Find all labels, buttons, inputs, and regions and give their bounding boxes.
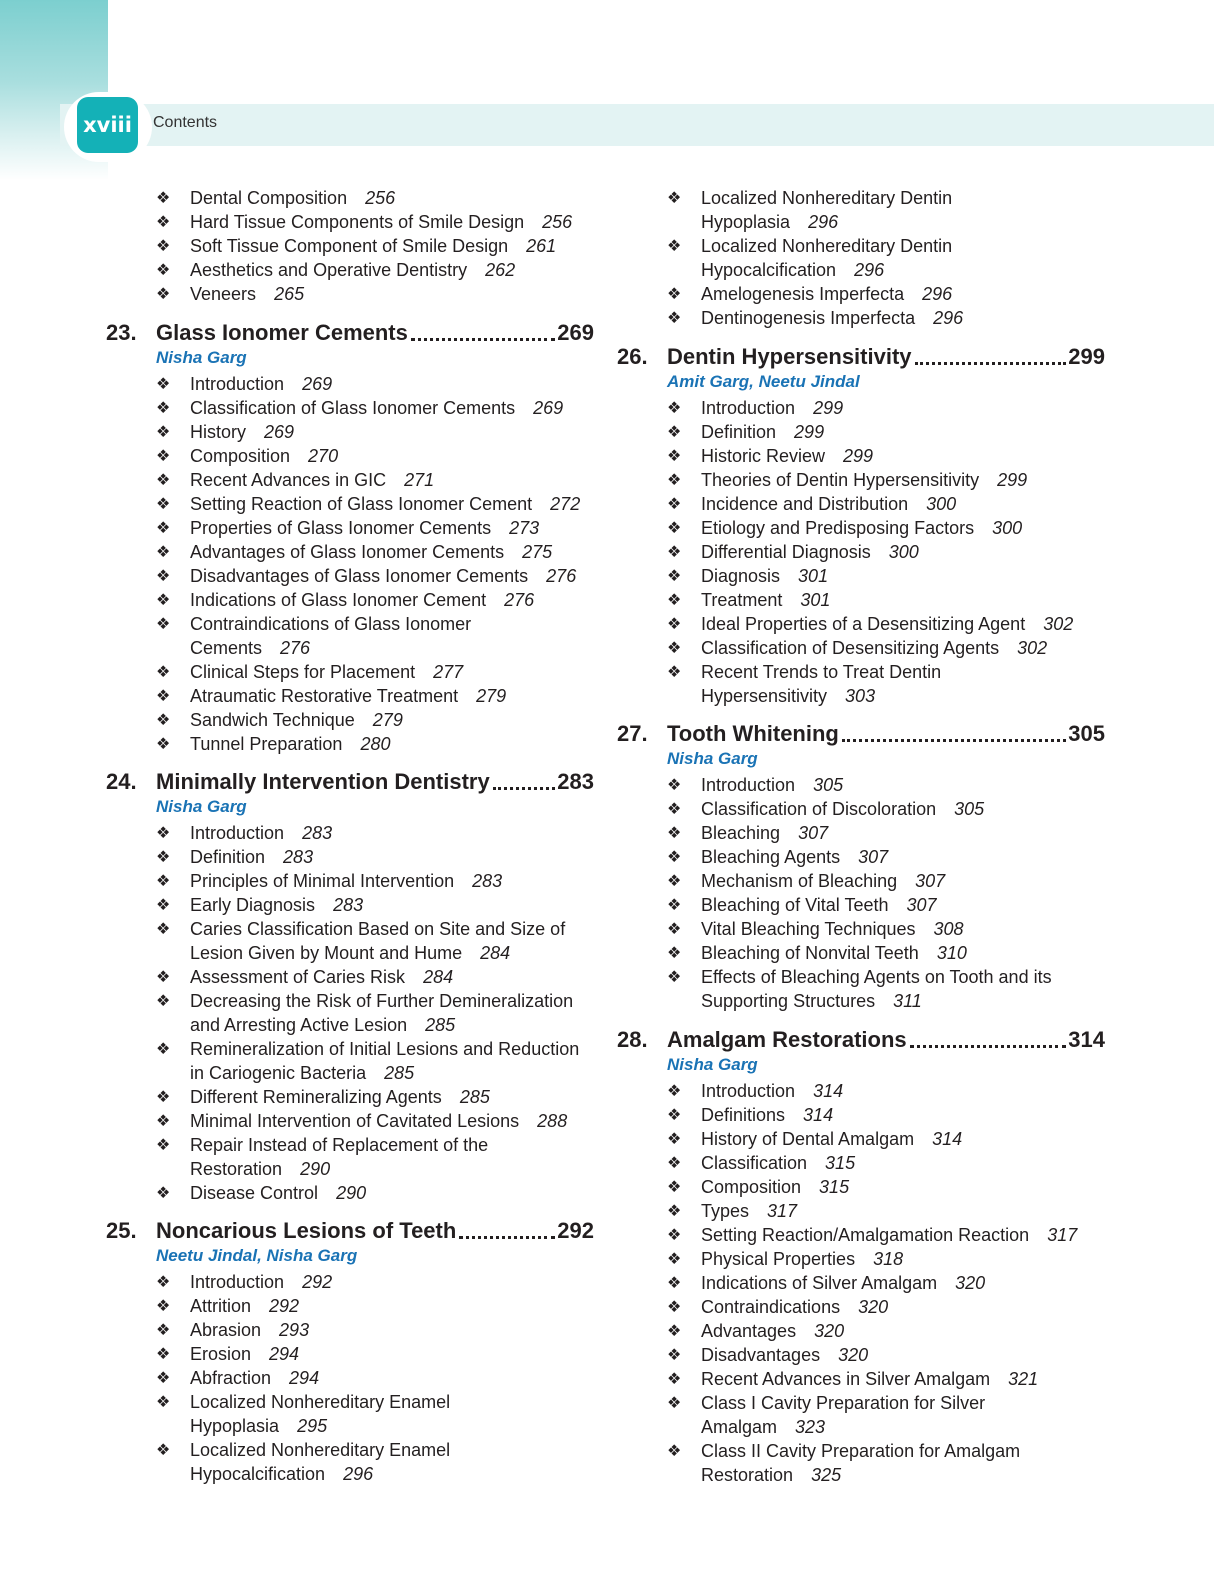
entry-title: Classification 315	[701, 1153, 856, 1173]
entry-title: Mechanism of Bleaching 307	[701, 871, 946, 891]
entry-title: Classification of Glass Ionomer Cements 269	[190, 398, 564, 418]
entry-title: Recent Advances in Silver Amalgam 321	[701, 1369, 1039, 1389]
entry-page: 295	[297, 1416, 328, 1436]
entry-page: 323	[795, 1417, 826, 1437]
entry-page: 315	[819, 1177, 850, 1197]
bullet-icon: ❖	[667, 871, 682, 890]
chapter-title: Minimally Intervention Dentistry	[156, 769, 490, 794]
bullet-icon: ❖	[156, 422, 171, 441]
entry-page: 314	[813, 1081, 844, 1101]
bullet-icon: ❖	[667, 967, 682, 986]
entry-title: Composition 315	[701, 1177, 850, 1197]
entry-title: History 269	[190, 422, 295, 442]
bullet-icon: ❖	[156, 1440, 171, 1459]
chapter-heading	[617, 720, 1105, 748]
chapter-title: Dentin Hypersensitivity	[667, 344, 912, 369]
entry-title: Hypersensitivity 303	[701, 686, 876, 706]
chapter-title: Noncarious Lesions of Teeth	[156, 1218, 457, 1243]
entry-title: Hypoplasia 296	[701, 212, 839, 232]
bullet-icon: ❖	[156, 919, 171, 938]
bullet-icon: ❖	[667, 775, 682, 794]
entry-page: 271	[404, 470, 435, 490]
entry-title: Bleaching of Vital Teeth 307	[701, 895, 937, 915]
entry-title: Disease Control 290	[190, 1183, 367, 1203]
entry-page: 321	[1008, 1369, 1039, 1389]
entry-page: 315	[825, 1153, 856, 1173]
bullet-icon: ❖	[667, 1225, 682, 1244]
entry-page: 299	[997, 470, 1028, 490]
entry-page: 290	[336, 1183, 367, 1203]
bullet-icon: ❖	[156, 518, 171, 537]
entry-page: 285	[384, 1063, 415, 1083]
entry-title: Supporting Structures 311	[701, 991, 922, 1011]
entry-title: Hypocalcification 296	[190, 1464, 374, 1484]
entry-page: 261	[526, 236, 557, 256]
entry-page: 305	[954, 799, 985, 819]
entry-title: Dental Composition 256	[190, 188, 396, 208]
entry-page: 283	[333, 895, 364, 915]
entry-title: Aesthetics and Operative Dentistry 262	[190, 260, 516, 280]
entry-title: Classification of Desensitizing Agents 302	[701, 638, 1048, 658]
bullet-icon: ❖	[156, 188, 171, 207]
entry-title: Veneers 265	[190, 284, 305, 304]
bullet-icon: ❖	[156, 734, 171, 753]
entry-title: Caries Classification Based on Site and Size of	[190, 919, 566, 939]
bullet-icon: ❖	[667, 943, 682, 962]
bullet-icon: ❖	[156, 1183, 171, 1202]
chapter-authors: Neetu Jindal, Nisha Garg	[156, 1246, 358, 1265]
entry-title: Abfraction 294	[190, 1368, 320, 1388]
bullet-icon: ❖	[156, 1320, 171, 1339]
bullet-icon: ❖	[156, 1392, 171, 1411]
entry-page: 299	[813, 398, 844, 418]
chapter-title: Tooth Whitening	[667, 721, 839, 746]
chapter-authors: Nisha Garg	[156, 348, 247, 367]
entry-page: 325	[811, 1465, 842, 1485]
entry-page: 300	[888, 542, 919, 562]
chapter-title: Amalgam Restorations	[667, 1027, 907, 1052]
bullet-icon: ❖	[667, 1393, 682, 1412]
bullet-icon: ❖	[667, 446, 682, 465]
entry-page: 273	[509, 518, 540, 538]
entry-title: Definition 283	[190, 847, 314, 867]
entry-title: Different Remineralizing Agents 285	[190, 1087, 490, 1107]
bullet-icon: ❖	[667, 1321, 682, 1340]
bullet-icon: ❖	[156, 871, 171, 890]
entry-title: Indications of Silver Amalgam 320	[701, 1273, 986, 1293]
bullet-icon: ❖	[156, 686, 171, 705]
chapter-authors: Nisha Garg	[156, 797, 247, 816]
header-band	[60, 104, 1214, 146]
entry-page: 292	[302, 1272, 333, 1292]
entry-page: 299	[843, 446, 874, 466]
bullet-icon: ❖	[156, 1135, 171, 1154]
entry-page: 283	[302, 823, 333, 843]
entry-page: 280	[360, 734, 391, 754]
bullet-icon: ❖	[156, 614, 171, 633]
entry-page: 320	[814, 1321, 845, 1341]
running-title: Contents	[153, 114, 218, 131]
bullet-icon: ❖	[667, 1081, 682, 1100]
entry-title: Principles of Minimal Intervention 283	[190, 871, 503, 891]
entry-page: 296	[854, 260, 885, 280]
chapter-heading	[106, 1217, 594, 1245]
entry-page: 294	[269, 1344, 300, 1364]
entry-page: 314	[803, 1105, 834, 1125]
bullet-icon: ❖	[667, 1177, 682, 1196]
entry-title: Introduction 305	[701, 775, 844, 795]
entry-title: Erosion 294	[190, 1344, 300, 1364]
bullet-icon: ❖	[156, 895, 171, 914]
bullet-icon: ❖	[156, 1344, 171, 1363]
entry-title: Classification of Discoloration 305	[701, 799, 985, 819]
bullet-icon: ❖	[667, 614, 682, 633]
entry-page: 296	[933, 308, 964, 328]
entry-title: Amalgam 323	[701, 1417, 826, 1437]
entry-title: Localized Nonhereditary Dentin	[701, 188, 953, 208]
chapter-heading	[617, 1026, 1105, 1054]
entry-title: Bleaching Agents 307	[701, 847, 889, 867]
entry-title: Recent Trends to Treat Dentin	[701, 662, 942, 682]
chapter-number: 23.	[106, 320, 137, 345]
entry-title: Theories of Dentin Hypersensitivity 299	[701, 470, 1028, 490]
entry-title: Abrasion 293	[190, 1320, 310, 1340]
entry-page: 302	[1017, 638, 1048, 658]
bullet-icon: ❖	[667, 1273, 682, 1292]
entry-title: Contraindications of Glass Ionomer	[190, 614, 472, 634]
entry-page: 276	[280, 638, 311, 658]
entry-page: 296	[922, 284, 953, 304]
chapter-number: 27.	[617, 721, 648, 746]
entry-page: 265	[274, 284, 305, 304]
entry-title: Setting Reaction of Glass Ionomer Cement 272	[190, 494, 581, 514]
entry-title: Treatment 301	[701, 590, 831, 610]
entry-title: and Arresting Active Lesion 285	[190, 1015, 456, 1035]
entry-page: 300	[992, 518, 1023, 538]
entry-title: Cements 276	[190, 638, 311, 658]
entry-page: 293	[279, 1320, 310, 1340]
entry-title: Attrition 292	[190, 1296, 300, 1316]
bullet-icon: ❖	[667, 398, 682, 417]
entry-title: Assessment of Caries Risk 284	[190, 967, 454, 987]
entry-page: 269	[264, 422, 295, 442]
bullet-icon: ❖	[156, 236, 171, 255]
entry-page: 301	[798, 566, 829, 586]
entry-title: Introduction 269	[190, 374, 333, 394]
bullet-icon: ❖	[667, 542, 682, 561]
bullet-icon: ❖	[667, 1153, 682, 1172]
bullet-icon: ❖	[667, 284, 682, 303]
entry-title: Introduction 283	[190, 823, 333, 843]
bullet-icon: ❖	[156, 823, 171, 842]
entry-page: 270	[308, 446, 339, 466]
bullet-icon: ❖	[156, 542, 171, 561]
entry-title: Types 317	[701, 1201, 798, 1221]
bullet-icon: ❖	[667, 847, 682, 866]
entry-page: 276	[546, 566, 577, 586]
bullet-icon: ❖	[156, 967, 171, 986]
entry-page: 318	[873, 1249, 904, 1269]
entry-title: Vital Bleaching Techniques 308	[701, 919, 964, 939]
entry-title: in Cariogenic Bacteria 285	[190, 1063, 415, 1083]
chapter-heading	[617, 343, 1105, 371]
entry-page: 320	[955, 1273, 986, 1293]
dot-leader	[493, 786, 556, 790]
bullet-icon: ❖	[667, 422, 682, 441]
entry-title: Indications of Glass Ionomer Cement 276	[190, 590, 535, 610]
chapter-authors: Nisha Garg	[667, 749, 758, 768]
bullet-icon: ❖	[156, 1111, 171, 1130]
chapter-number: 25.	[106, 1218, 137, 1243]
entry-title: Diagnosis 301	[701, 566, 829, 586]
entry-page: 269	[533, 398, 564, 418]
bullet-icon: ❖	[667, 1369, 682, 1388]
chapter-page: 269	[557, 320, 594, 345]
entry-title: Setting Reaction/Amalgamation Reaction 317	[701, 1225, 1078, 1245]
dot-leader	[910, 1044, 1067, 1048]
entry-title: Decreasing the Risk of Further Demineralization	[190, 991, 574, 1011]
bullet-icon: ❖	[156, 710, 171, 729]
entry-title: Repair Instead of Replacement of the	[190, 1135, 489, 1155]
bullet-icon: ❖	[667, 799, 682, 818]
entry-title: Dentinogenesis Imperfecta 296	[701, 308, 964, 328]
entry-page: 272	[550, 494, 581, 514]
chapter-heading	[106, 319, 594, 347]
entry-title: Advantages 320	[701, 1321, 845, 1341]
entry-title: Localized Nonhereditary Enamel	[190, 1440, 451, 1460]
bullet-icon: ❖	[156, 260, 171, 279]
chapter-page: 305	[1068, 721, 1105, 746]
bullet-icon: ❖	[667, 823, 682, 842]
bullet-icon: ❖	[667, 1441, 682, 1460]
dot-leader	[915, 361, 1067, 365]
bullet-icon: ❖	[667, 308, 682, 327]
entry-title: Soft Tissue Component of Smile Design 261	[190, 236, 557, 256]
bullet-icon: ❖	[156, 284, 171, 303]
entry-title: Early Diagnosis 283	[190, 895, 364, 915]
page-number: xviii	[77, 97, 138, 153]
entry-page: 302	[1043, 614, 1074, 634]
entry-page: 285	[459, 1087, 490, 1107]
entry-title: Class II Cavity Preparation for Amalgam	[701, 1441, 1021, 1461]
chapter-authors: Amit Garg, Neetu Jindal	[667, 372, 860, 391]
bullet-icon: ❖	[156, 662, 171, 681]
entry-page: 290	[300, 1159, 331, 1179]
entry-page: 299	[794, 422, 825, 442]
entry-page: 269	[302, 374, 333, 394]
chapter-title: Glass Ionomer Cements	[156, 320, 408, 345]
entry-title: History of Dental Amalgam 314	[701, 1129, 963, 1149]
entry-title: Definition 299	[701, 422, 825, 442]
bullet-icon: ❖	[156, 1087, 171, 1106]
entry-title: Bleaching 307	[701, 823, 829, 843]
entry-page: 303	[845, 686, 876, 706]
entry-title: Historic Review 299	[701, 446, 874, 466]
bullet-icon: ❖	[667, 494, 682, 513]
chapter-number: 24.	[106, 769, 137, 794]
bullet-icon: ❖	[156, 1272, 171, 1291]
bullet-icon: ❖	[156, 1039, 171, 1058]
entry-page: 256	[542, 212, 573, 232]
entry-title: Recent Advances in GIC 271	[190, 470, 435, 490]
entry-title: Advantages of Glass Ionomer Cements 275	[190, 542, 553, 562]
entry-title: Tunnel Preparation 280	[190, 734, 391, 754]
entry-title: Effects of Bleaching Agents on Tooth and its	[701, 967, 1052, 987]
entry-page: 284	[423, 967, 454, 987]
bullet-icon: ❖	[667, 1105, 682, 1124]
entry-page: 279	[476, 686, 507, 706]
entry-title: Class I Cavity Preparation for Silver	[701, 1393, 986, 1413]
entry-title: Contraindications 320	[701, 1297, 889, 1317]
bullet-icon: ❖	[156, 446, 171, 465]
entry-title: Localized Nonhereditary Dentin	[701, 236, 953, 256]
entry-title: Localized Nonhereditary Enamel	[190, 1392, 451, 1412]
entry-page: 301	[800, 590, 831, 610]
entry-title: Atraumatic Restorative Treatment 279	[190, 686, 507, 706]
entry-title: Amelogenesis Imperfecta 296	[701, 284, 953, 304]
bullet-icon: ❖	[667, 590, 682, 609]
entry-page: 307	[798, 823, 829, 843]
bullet-icon: ❖	[156, 566, 171, 585]
bullet-icon: ❖	[667, 638, 682, 657]
bullet-icon: ❖	[156, 398, 171, 417]
entry-title: Restoration 290	[190, 1159, 331, 1179]
bullet-icon: ❖	[667, 566, 682, 585]
entry-page: 294	[289, 1368, 320, 1388]
entry-title: Physical Properties 318	[701, 1249, 904, 1269]
entry-page: 279	[372, 710, 403, 730]
chapter-number: 28.	[617, 1027, 648, 1052]
bullet-icon: ❖	[156, 374, 171, 393]
bullet-icon: ❖	[156, 470, 171, 489]
entry-page: 296	[343, 1464, 374, 1484]
entry-title: Restoration 325	[701, 1465, 842, 1485]
entry-page: 284	[480, 943, 511, 963]
entry-page: 307	[915, 871, 946, 891]
entry-page: 320	[858, 1297, 889, 1317]
entry-title: Properties of Glass Ionomer Cements 273	[190, 518, 540, 538]
entry-title: Disadvantages 320	[701, 1345, 869, 1365]
entry-title: Disadvantages of Glass Ionomer Cements 276	[190, 566, 577, 586]
entry-title: Bleaching of Nonvital Teeth 310	[701, 943, 967, 963]
entry-page: 285	[425, 1015, 456, 1035]
entry-page: 317	[1047, 1225, 1078, 1245]
bullet-icon: ❖	[667, 188, 682, 207]
entry-page: 300	[926, 494, 957, 514]
entry-title: Hard Tissue Components of Smile Design 256	[190, 212, 573, 232]
entry-page: 317	[767, 1201, 798, 1221]
entry-page: 307	[858, 847, 889, 867]
entry-title: Differential Diagnosis 300	[701, 542, 919, 562]
entry-page: 283	[472, 871, 503, 891]
entry-title: Sandwich Technique 279	[190, 710, 403, 730]
entry-page: 310	[936, 943, 967, 963]
entry-page: 275	[522, 542, 553, 562]
entry-page: 292	[269, 1296, 300, 1316]
entry-title: Introduction 299	[701, 398, 844, 418]
bullet-icon: ❖	[667, 1345, 682, 1364]
entry-page: 288	[537, 1111, 568, 1131]
bullet-icon: ❖	[667, 1129, 682, 1148]
bullet-icon: ❖	[667, 518, 682, 537]
bullet-icon: ❖	[156, 212, 171, 231]
entry-title: Hypocalcification 296	[701, 260, 885, 280]
entry-page: 256	[365, 188, 396, 208]
entry-title: Introduction 314	[701, 1081, 844, 1101]
entry-page: 305	[813, 775, 844, 795]
bullet-icon: ❖	[156, 1296, 171, 1315]
chapter-authors: Nisha Garg	[667, 1055, 758, 1074]
chapter-heading	[106, 768, 594, 796]
entry-title: Clinical Steps for Placement 277	[190, 662, 464, 682]
entry-page: 283	[283, 847, 314, 867]
entry-title: Lesion Given by Mount and Hume 284	[190, 943, 511, 963]
entry-title: Introduction 292	[190, 1272, 333, 1292]
chapter-page: 314	[1068, 1027, 1105, 1052]
bullet-icon: ❖	[667, 919, 682, 938]
entry-page: 276	[504, 590, 535, 610]
chapter-number: 26.	[617, 344, 648, 369]
bullet-icon: ❖	[667, 895, 682, 914]
entry-title: Definitions 314	[701, 1105, 834, 1125]
bullet-icon: ❖	[156, 494, 171, 513]
bullet-icon: ❖	[667, 470, 682, 489]
chapter-page: 283	[557, 769, 594, 794]
bullet-icon: ❖	[156, 847, 171, 866]
bullet-icon: ❖	[667, 1201, 682, 1220]
entry-page: 307	[906, 895, 937, 915]
entry-title: Ideal Properties of a Desensitizing Agent 302	[701, 614, 1074, 634]
entry-title: Composition 270	[190, 446, 339, 466]
chapter-page: 292	[557, 1218, 594, 1243]
dot-leader	[459, 1235, 555, 1239]
bullet-icon: ❖	[156, 991, 171, 1010]
dot-leader	[842, 738, 1066, 742]
entry-page: 262	[485, 260, 516, 280]
entry-title: Incidence and Distribution 300	[701, 494, 957, 514]
entry-page: 320	[838, 1345, 869, 1365]
bullet-icon: ❖	[156, 590, 171, 609]
bullet-icon: ❖	[667, 662, 682, 681]
chapter-page: 299	[1068, 344, 1105, 369]
entry-title: Etiology and Predisposing Factors 300	[701, 518, 1023, 538]
entry-title: Hypoplasia 295	[190, 1416, 328, 1436]
bullet-icon: ❖	[667, 1297, 682, 1316]
entry-page: 308	[933, 919, 964, 939]
bullet-icon: ❖	[667, 236, 682, 255]
dot-leader	[411, 337, 555, 341]
bullet-icon: ❖	[667, 1249, 682, 1268]
entry-page: 296	[808, 212, 839, 232]
bullet-icon: ❖	[156, 1368, 171, 1387]
entry-title: Remineralization of Initial Lesions and Reduction	[190, 1039, 580, 1059]
entry-page: 314	[932, 1129, 963, 1149]
entry-page: 311	[893, 991, 922, 1011]
entry-title: Minimal Intervention of Cavitated Lesions 288	[190, 1111, 568, 1131]
entry-page: 277	[433, 662, 464, 682]
